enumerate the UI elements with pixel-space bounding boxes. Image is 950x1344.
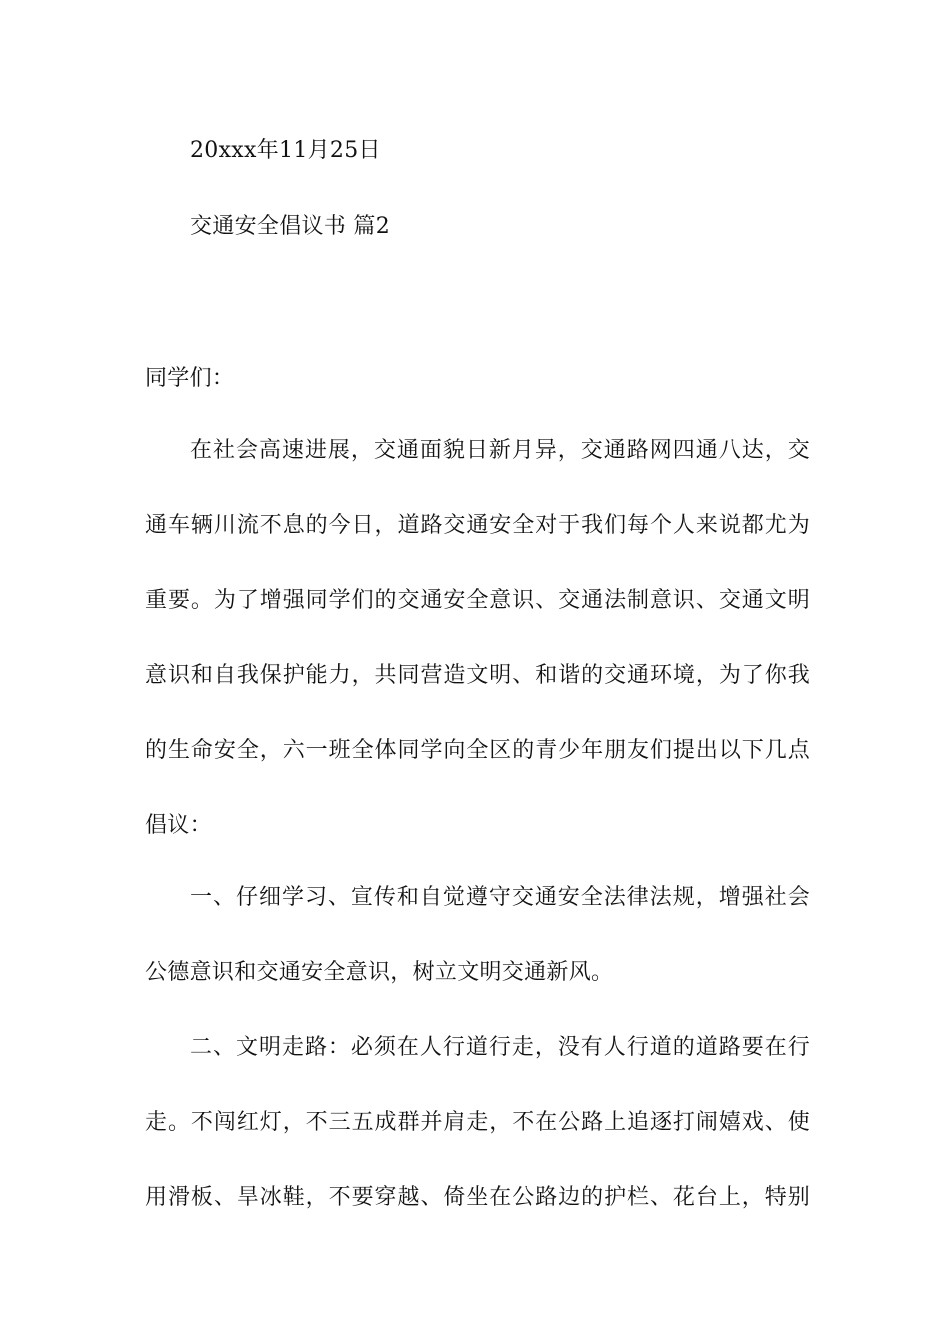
date-line: 20xxx年11月25日 [190,138,381,163]
paragraph-line: 用滑板、旱冰鞋，不要穿越、倚坐在公路边的护栏、花台上，特别 [145,1185,810,1210]
paragraph-line: 公德意识和交通安全意识，树立文明交通新风。 [145,960,614,985]
paragraph-line: 二、文明走路：必须在人行道行走，没有人行道的道路要在行 [190,1035,810,1060]
paragraph-line: 通车辆川流不息的今日，道路交通安全对于我们每个人来说都尤为 [145,513,810,538]
paragraph-line: 的生命安全，六一班全体同学向全区的青少年朋友们提出以下几点 [145,738,810,763]
paragraph-line: 走。不闯红灯，不三五成群并肩走，不在公路上追逐打闹嬉戏、使 [145,1110,810,1135]
paragraph-line: 倡议： [145,813,212,838]
paragraph-line: 在社会高速进展，交通面貌日新月异，交通路网四通八达，交 [190,438,810,463]
document-heading: 交通安全倡议书 篇2 [190,214,390,239]
paragraph-line: 重要。为了增强同学们的交通安全意识、交通法制意识、交通文明 [145,588,810,613]
salutation: 同学们： [145,366,235,391]
paragraph-line: 一、仔细学习、宣传和自觉遵守交通安全法律法规，增强社会 [190,885,810,910]
paragraph-line: 意识和自我保护能力，共同营造文明、和谐的交通环境，为了你我 [145,663,810,688]
